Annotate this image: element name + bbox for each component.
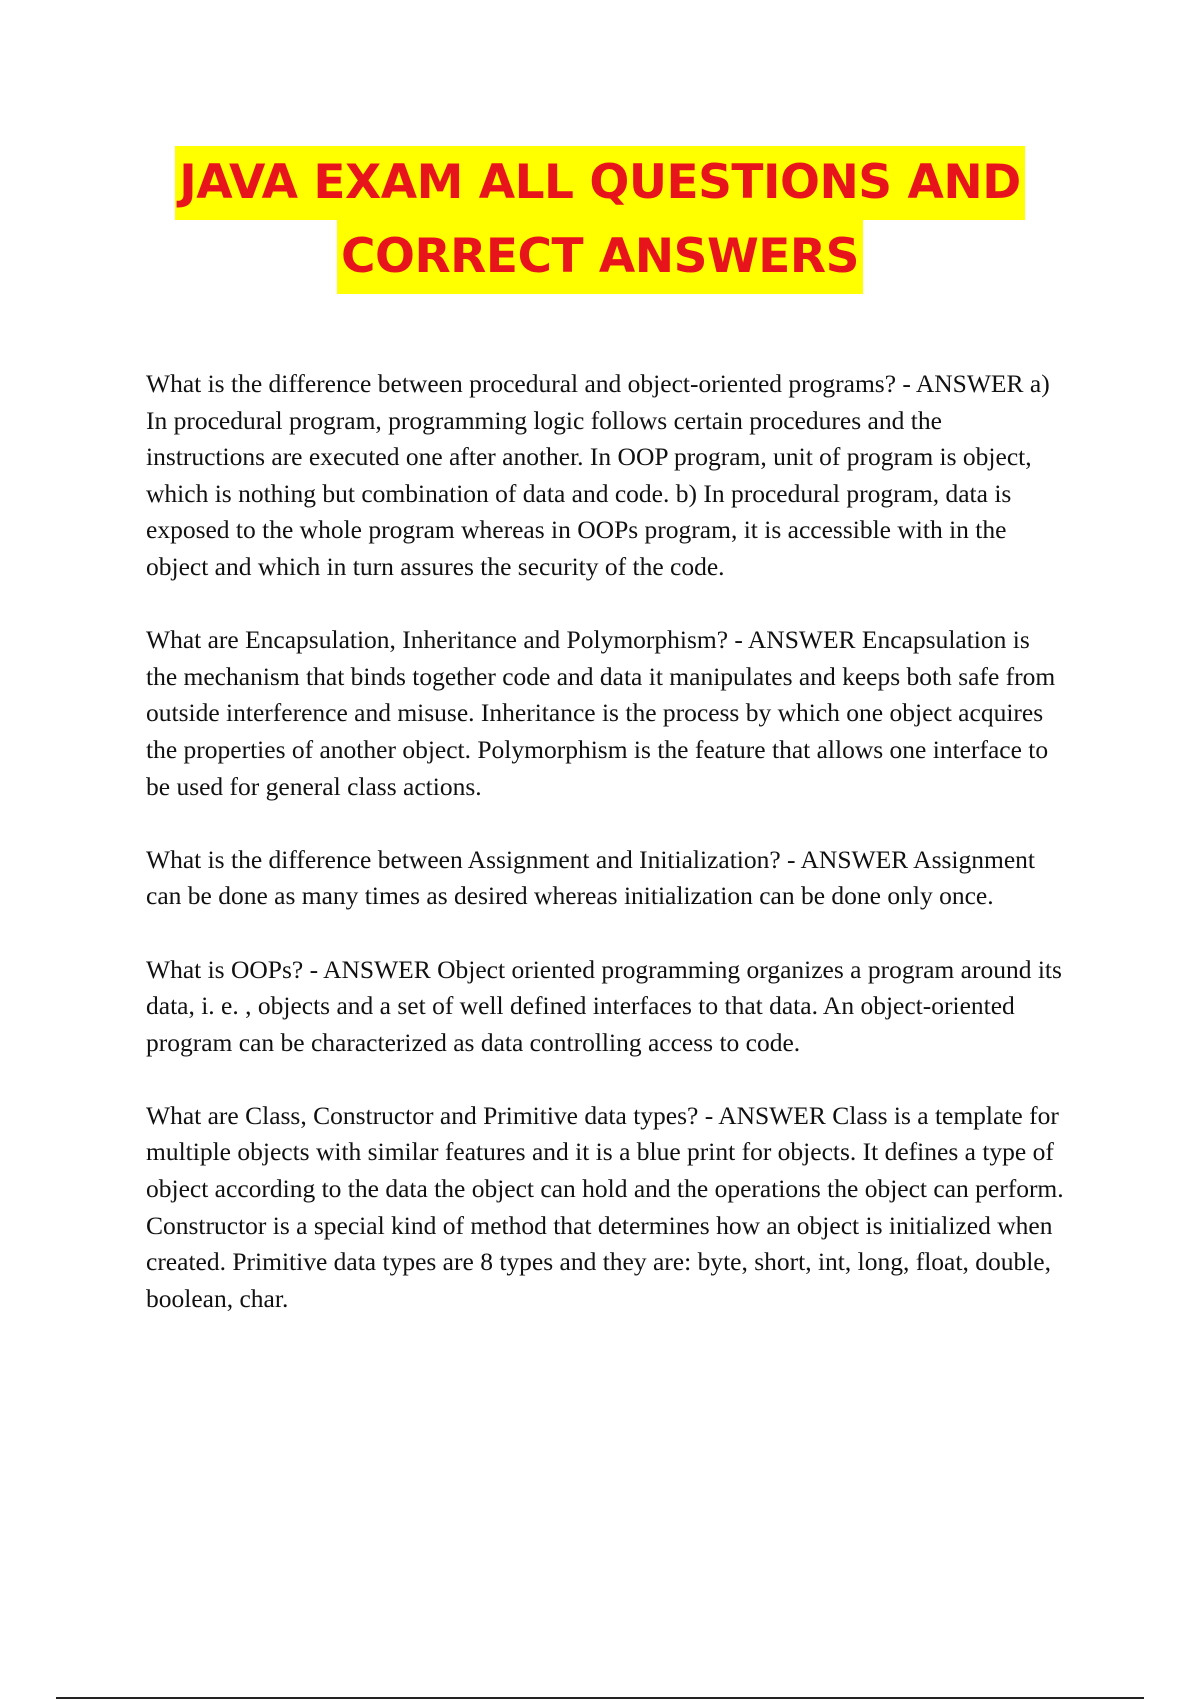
qa-entry-assignment-initialization: What is the difference between Assignment and Initialization? - ANSWER Assignment can be done as many times as desired whereas initialization can be done only once. xyxy=(146,844,1035,911)
footer-divider xyxy=(56,1697,1144,1699)
qa-entry-oops: What is OOPs? - ANSWER Object oriented programming organizes a program around its data, i. e. , objects and a set of well defined interfaces to that data. An object-oriented program can be characterized as data controlling access to code. xyxy=(146,954,1062,1057)
qa-entry-encapsulation: What are Encapsulation, Inheritance and Polymorphism? - ANSWER Encapsulation is the mechanism that binds together code and data it manipulates and keeps both safe from outside interference and misuse. Inheritance is the process by which one object acquires the properties of another object. Polymorphism is the feature that allows one interface to be used for general class actions. xyxy=(146,625,1056,801)
title-line-2: CORRECT ANSWERS xyxy=(337,220,863,294)
qa-entry-procedural-vs-oop: What is the difference between procedural and object-oriented programs? - ANSWER a) In procedural program, programming logic follows certain procedures and the instructions are executed one after another. In OOP program, unit of program is object, which is nothing but combination of data and code. b) In procedural program, data is exposed to the whole program whereas in OOPs program, it is accessible with in the object and which in turn assures the security of the code. xyxy=(146,369,1050,581)
qa-list xyxy=(146,366,1066,1354)
qa-entry-class-constructor: What are Class, Constructor and Primitive data types? - ANSWER Class is a template for multiple objects with similar features and it is a blue print for objects. It defines a type of object according to the data the object can hold and the operations the object can perform. Constructor is a special kind of method that determines how an object is initialized when created. Primitive data types are 8 types and they are: byte, short, int, long, float, double, boolean, char. xyxy=(146,1100,1064,1313)
document-title xyxy=(0,146,1200,294)
title-line-1: JAVA EXAM ALL QUESTIONS AND xyxy=(175,146,1024,220)
